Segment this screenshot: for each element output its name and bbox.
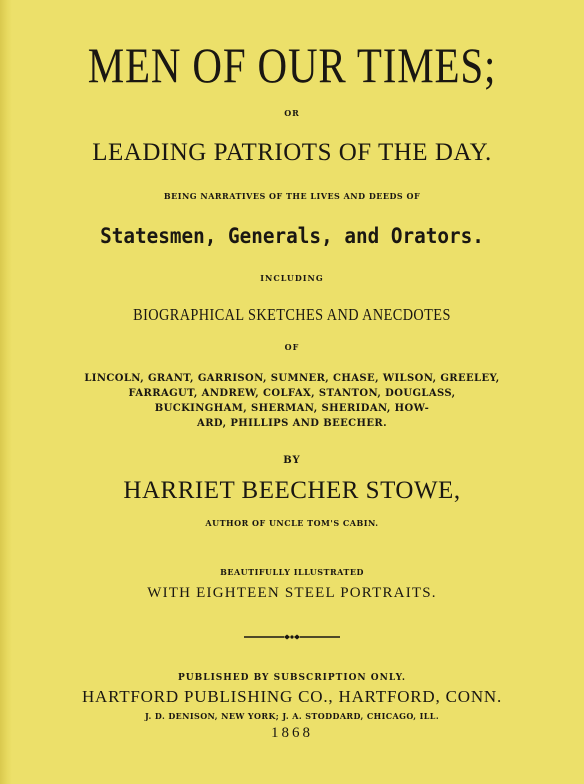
agents-line: J. D. DENISON, NEW YORK; J. A. STODDARD, CHICAGO, ILL. (144, 711, 440, 721)
statesmen-line: Statesmen, Generals, and Orators. (100, 224, 484, 248)
decorative-rule-ornament-icon (244, 630, 340, 644)
of-line: OF (284, 342, 300, 352)
biographical-sketches-line: BIOGRAPHICAL SKETCHES AND ANECDOTES (133, 305, 451, 324)
being-narratives-line: BEING NARRATIVES OF THE LIVES AND DEEDS OF (163, 191, 421, 201)
author-credit: AUTHOR OF UNCLE TOM'S CABIN. (205, 518, 379, 528)
names-line-4: ARD, PHILLIPS AND BEECHER. (197, 418, 387, 429)
subtitle: LEADING PATRIOTS OF THE DAY. (92, 139, 492, 166)
including-line: INCLUDING (260, 273, 324, 283)
names-line-2: FARRAGUT, ANDREW, COLFAX, STANTON, DOUGLASS, (128, 388, 456, 399)
or-separator: OR (284, 108, 300, 118)
published-by-line: PUBLISHED BY SUBSCRIPTION ONLY. (178, 673, 406, 683)
names-line-3: BUCKINGHAM, SHERMAN, SHERIDAN, HOW- (154, 403, 430, 414)
author-name: HARRIET BEECHER STOWE, (123, 477, 461, 504)
names-line-1: LINCOLN, GRANT, GARRISON, SUMNER, CHASE, WILSON, GREELEY, (84, 373, 500, 384)
steel-portraits-line: WITH EIGHTEEN STEEL PORTRAITS. (147, 585, 437, 601)
publication-year: 1868 (271, 725, 313, 741)
illustrated-line: BEAUTIFULLY ILLUSTRATED (220, 567, 364, 577)
by-line: BY (283, 455, 301, 466)
main-title: MEN OF OUR TIMES; (87, 37, 497, 93)
publisher-line: HARTFORD PUBLISHING CO., HARTFORD, CONN. (81, 687, 503, 706)
